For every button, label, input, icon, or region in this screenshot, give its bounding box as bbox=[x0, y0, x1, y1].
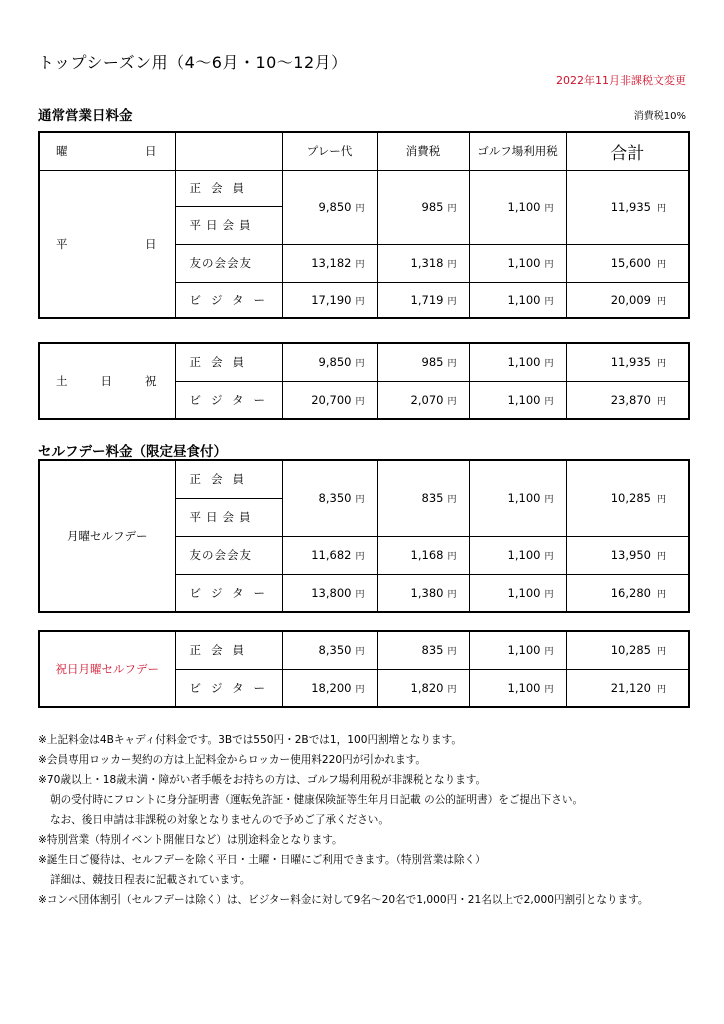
holiday-monday-self-label: 祝日月曜セルフデー bbox=[39, 631, 175, 707]
note-line: ※コンペ団体割引（セルフデーは除く）は、ビジター料金に対して9名～20名で1,000円・21名以上で2,000円割引となります。 bbox=[38, 894, 649, 906]
total-cell: 15,600 円 bbox=[566, 244, 689, 282]
note-line: なお、後日申請は非課税の対象となりませんので予めご了承ください。 bbox=[50, 814, 389, 826]
fee-cell: 9,850 円 bbox=[282, 343, 377, 381]
category-cell: 平日会員 bbox=[175, 206, 282, 244]
fee-cell: 13,182 円 bbox=[282, 244, 377, 282]
header-total: 合計 bbox=[566, 132, 689, 170]
monday-self-fee-table bbox=[38, 459, 690, 613]
tax-cell: 985 円 bbox=[377, 343, 469, 381]
golf-tax-cell: 1,100 円 bbox=[469, 170, 566, 244]
tax-cell: 1,318 円 bbox=[377, 244, 469, 282]
golf-tax-cell: 1,100 円 bbox=[469, 381, 566, 419]
fee-cell: 9,850 円 bbox=[282, 170, 377, 244]
page-title: トップシーズン用（4～6月・10～12月） bbox=[38, 53, 348, 72]
header-play-fee: プレー代 bbox=[282, 132, 377, 170]
revision-note: 2022年11月非課税文変更 bbox=[556, 74, 686, 87]
total-cell: 13,950 円 bbox=[566, 536, 689, 574]
tax-cell: 2,070 円 bbox=[377, 381, 469, 419]
total-cell: 10,285 円 bbox=[566, 460, 689, 536]
golf-tax-cell: 1,100 円 bbox=[469, 244, 566, 282]
total-cell: 10,285 円 bbox=[566, 631, 689, 669]
golf-tax-cell: 1,100 円 bbox=[469, 282, 566, 318]
category-cell: 平日会員 bbox=[175, 498, 282, 536]
total-cell: 11,935 円 bbox=[566, 170, 689, 244]
note-line: 詳細は、競技日程表に記載されています。 bbox=[50, 874, 251, 886]
category-cell: 正会員 bbox=[175, 343, 282, 381]
fee-cell: 18,200 円 bbox=[282, 669, 377, 707]
total-cell: 16,280 円 bbox=[566, 574, 689, 612]
header-day-b: 日 bbox=[145, 144, 157, 159]
category-cell: 正会員 bbox=[175, 460, 282, 498]
tax-cell: 835 円 bbox=[377, 460, 469, 536]
tax-cell: 1,380 円 bbox=[377, 574, 469, 612]
note-line: ※特別営業（特別イベント開催日など）は別途料金となります。 bbox=[38, 834, 343, 846]
tax-cell: 1,168 円 bbox=[377, 536, 469, 574]
notes-block bbox=[38, 730, 648, 910]
fee-cell: 20,700 円 bbox=[282, 381, 377, 419]
category-cell: 正会員 bbox=[175, 170, 282, 206]
weekday-label: 平 日 bbox=[39, 170, 175, 318]
note-line: ※誕生日ご優待は、セルフデーを除く平日・土曜・日曜にご利用できます。（特別営業は除く） bbox=[38, 854, 486, 866]
header-golf-tax: ゴルフ場利用税 bbox=[469, 132, 566, 170]
fee-cell: 13,800 円 bbox=[282, 574, 377, 612]
golf-tax-cell: 1,100 円 bbox=[469, 460, 566, 536]
header-day-cell bbox=[39, 132, 175, 170]
fee-cell: 11,682 円 bbox=[282, 536, 377, 574]
tax-rate-note: 消費税10% bbox=[633, 111, 686, 122]
category-cell: ビジター bbox=[175, 381, 282, 419]
header-tax: 消費税 bbox=[377, 132, 469, 170]
category-cell: ビジター bbox=[175, 574, 282, 612]
total-cell: 20,009 円 bbox=[566, 282, 689, 318]
total-cell: 11,935 円 bbox=[566, 343, 689, 381]
monday-self-label: 月曜セルフデー bbox=[39, 460, 175, 612]
golf-tax-cell: 1,100 円 bbox=[469, 343, 566, 381]
regular-section-title: 通常営業日料金 bbox=[38, 108, 133, 124]
note-line: ※70歳以上・18歳未満・障がい者手帳をお持ちの方は、ゴルフ場利用税が非課税となります。 bbox=[38, 774, 487, 786]
fee-cell: 8,350 円 bbox=[282, 631, 377, 669]
category-cell: ビジター bbox=[175, 669, 282, 707]
fee-cell: 17,190 円 bbox=[282, 282, 377, 318]
note-line: 朝の受付時にフロントに身分証明書（運転免許証・健康保険証等生年月日記載 の公的証明書）をご提出下さい。 bbox=[50, 794, 584, 806]
tax-cell: 1,719 円 bbox=[377, 282, 469, 318]
category-cell: 正会員 bbox=[175, 631, 282, 669]
weekend-fee-table bbox=[38, 342, 690, 420]
tax-cell: 1,820 円 bbox=[377, 669, 469, 707]
golf-tax-cell: 1,100 円 bbox=[469, 574, 566, 612]
note-line: ※会員専用ロッカー契約の方は上記料金からロッカー使用料220円が引かれます。 bbox=[38, 754, 427, 766]
tax-cell: 835 円 bbox=[377, 631, 469, 669]
total-cell: 23,870 円 bbox=[566, 381, 689, 419]
total-cell: 21,120 円 bbox=[566, 669, 689, 707]
golf-tax-cell: 1,100 円 bbox=[469, 669, 566, 707]
category-cell: 友の会会友 bbox=[175, 536, 282, 574]
golf-tax-cell: 1,100 円 bbox=[469, 631, 566, 669]
weekday-fee-table bbox=[38, 131, 690, 319]
fee-cell: 8,350 円 bbox=[282, 460, 377, 536]
self-section-title: セルフデー料金（限定昼食付） bbox=[38, 444, 227, 460]
note-line: ※上記料金は4Bキャディ付料金です。3Bでは550円・2Bでは1，100円割増となります。 bbox=[38, 734, 462, 746]
category-cell: 友の会会友 bbox=[175, 244, 282, 282]
golf-tax-cell: 1,100 円 bbox=[469, 536, 566, 574]
category-cell: ビジター bbox=[175, 282, 282, 318]
tax-cell: 985 円 bbox=[377, 170, 469, 244]
header-blank bbox=[175, 132, 282, 170]
weekend-label: 土 日 祝 bbox=[39, 343, 175, 419]
holiday-monday-self-fee-table bbox=[38, 630, 690, 708]
header-day-a: 曜 bbox=[56, 144, 68, 159]
